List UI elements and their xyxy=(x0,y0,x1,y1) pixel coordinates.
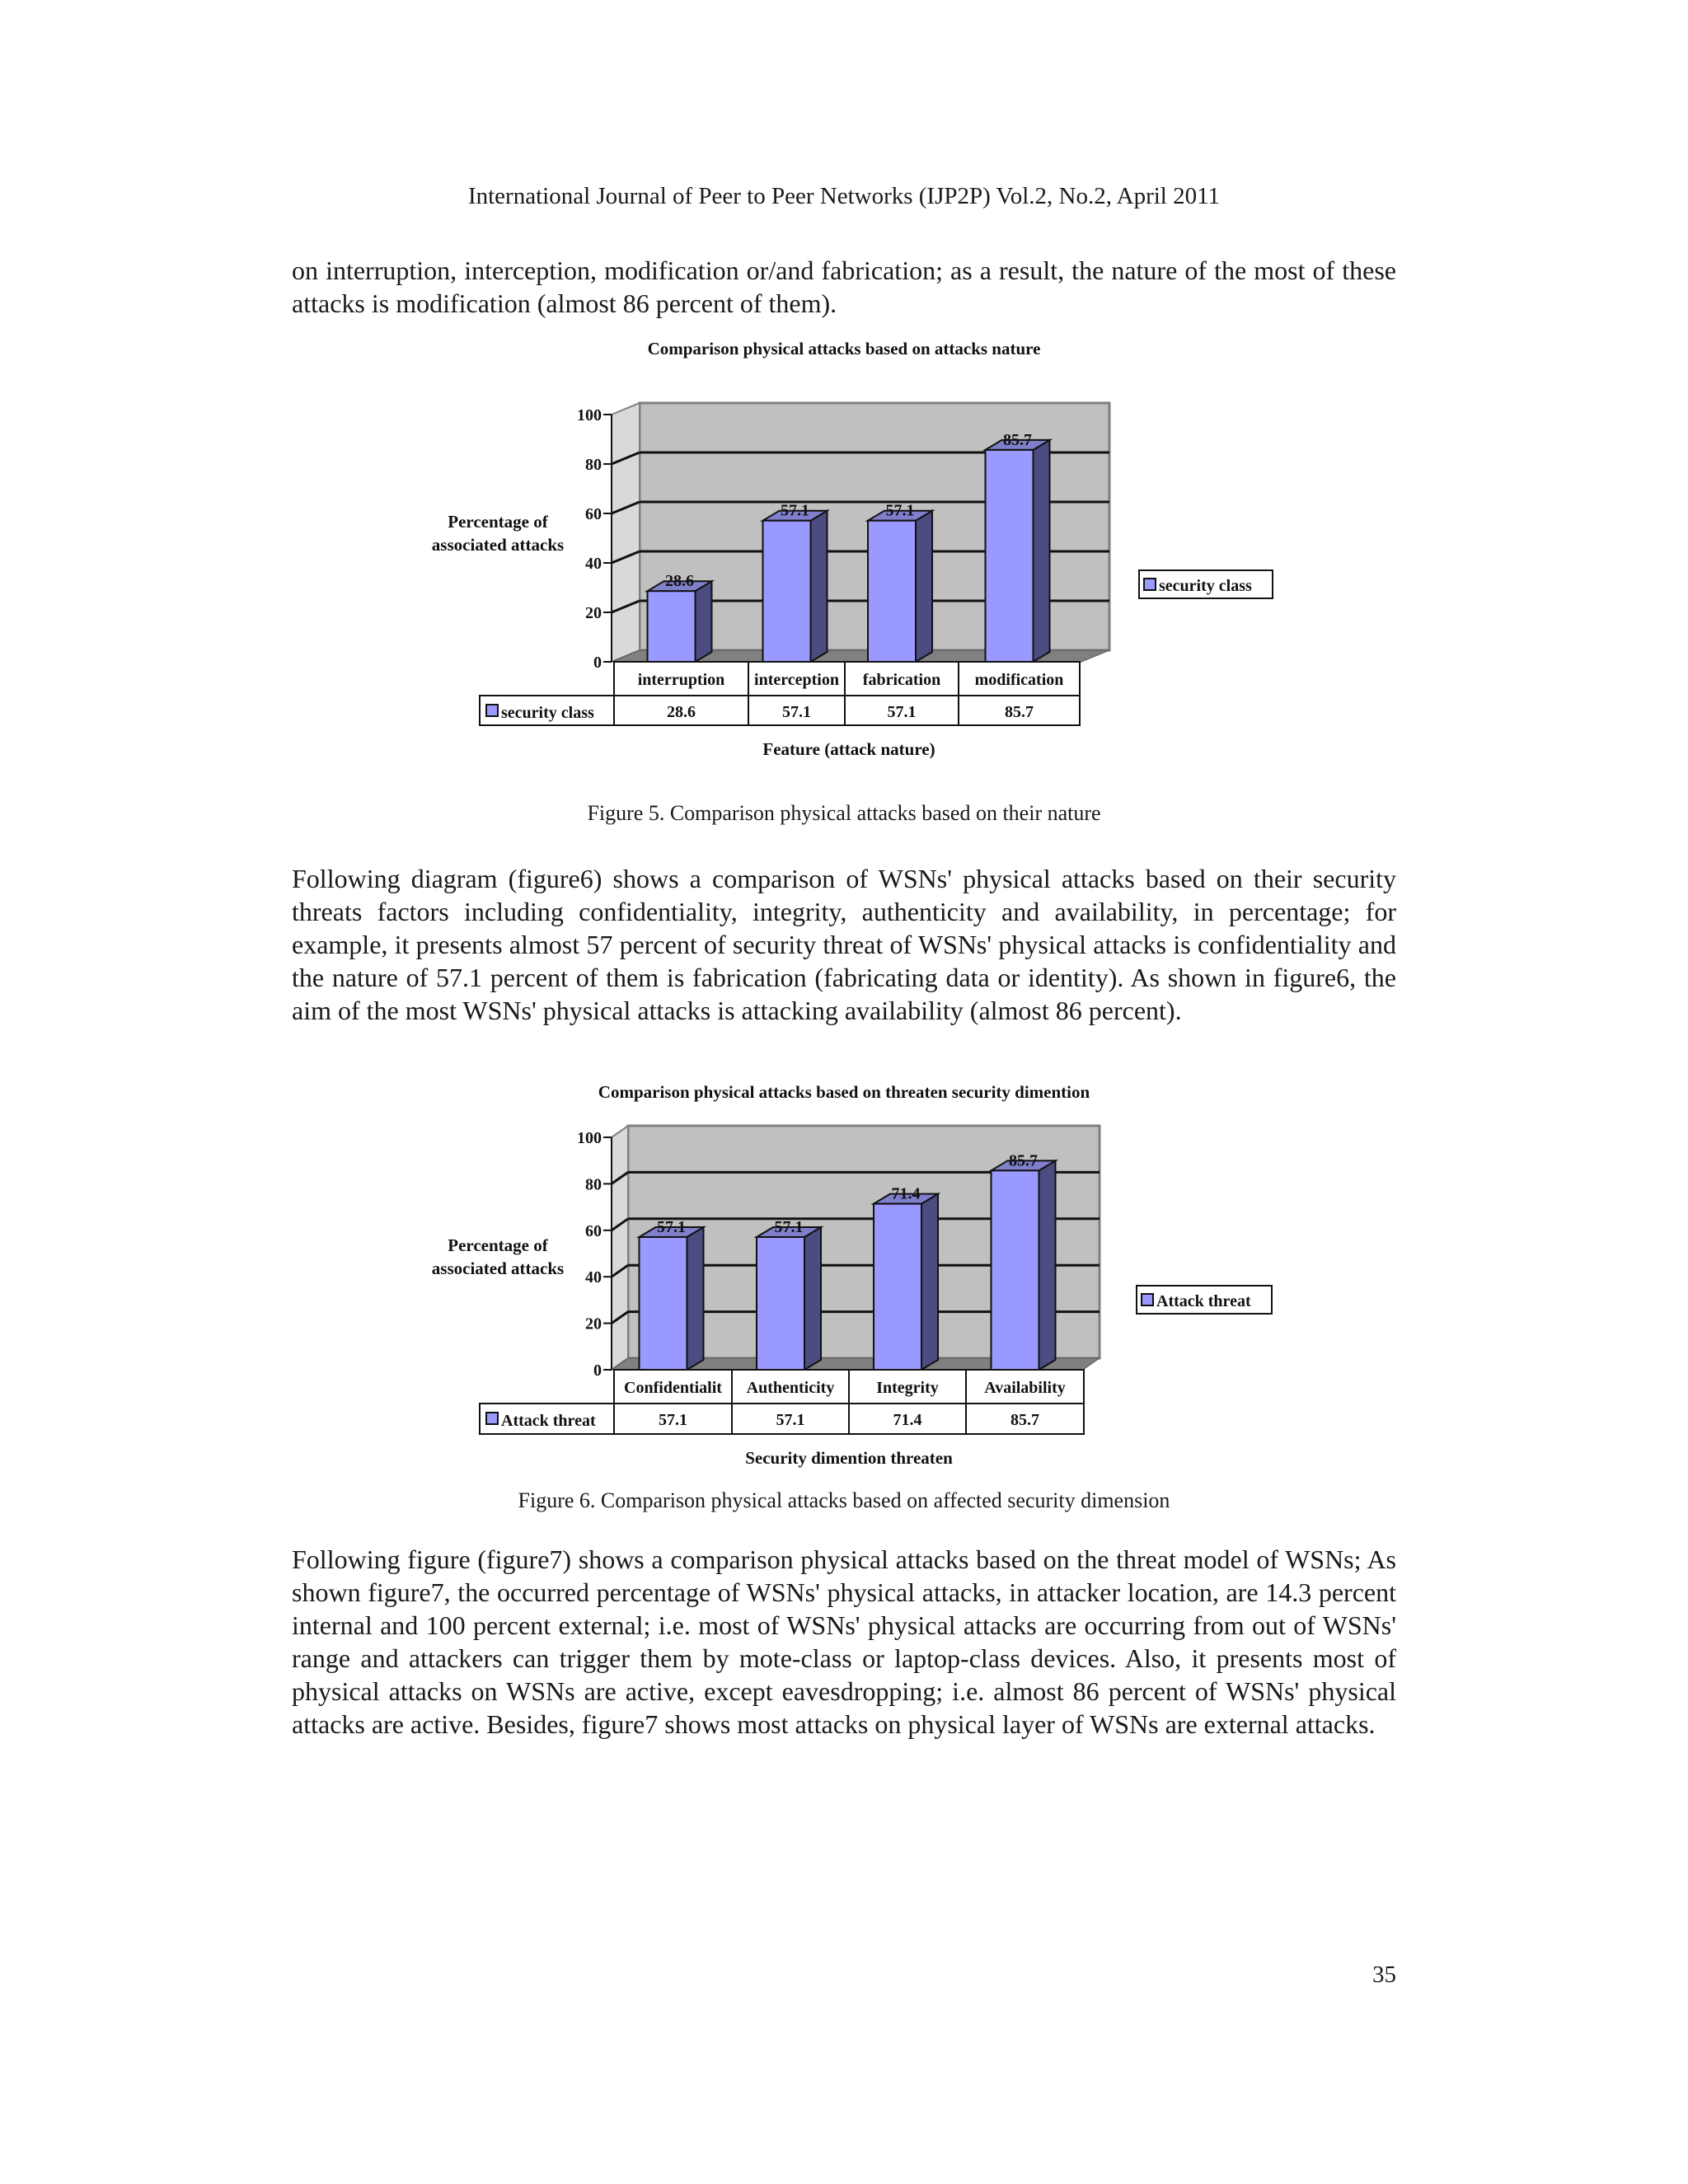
data-table-category: Authenticity xyxy=(746,1379,835,1397)
y-tick-label: 100 xyxy=(577,406,602,424)
bar-fabrication xyxy=(868,521,916,662)
y-tick-label: 40 xyxy=(585,555,602,573)
bar-value-label: 57.1 xyxy=(781,501,809,520)
paragraph-figure6-description: Following diagram (figure6) shows a comparison of WSNs' physical attacks based on their security threats factors including confidentiality, integrity, authenticity and availability, in percentage; for example, it presents almost 57 percent of security threat of WSNs' physical attacks is confidentiality and the nature of 57.1 percent of them is fabrication (fabricating data or identity). As shown in figure6, the aim of the most WSNs' physical attacks is attacking availability (almost 86 percent). xyxy=(292,864,1396,1025)
y-axis-label: associated attacks xyxy=(431,1258,565,1278)
y-tick-label: 60 xyxy=(585,505,602,523)
y-tick-label: 0 xyxy=(593,1361,602,1380)
chart-side-wall xyxy=(612,1126,628,1370)
bar-side-confidentialit xyxy=(687,1227,704,1370)
y-tick-label: 40 xyxy=(585,1268,602,1287)
data-table-series-label: security class xyxy=(501,704,594,722)
y-axis-label: associated attacks xyxy=(431,535,565,555)
data-table-value: 57.1 xyxy=(782,703,811,721)
x-axis-label: Security dimention threaten xyxy=(745,1448,953,1468)
bar-side-interception xyxy=(811,511,828,662)
bar-value-label: 71.4 xyxy=(891,1184,921,1203)
y-tick-label: 60 xyxy=(585,1221,602,1240)
data-table-value: 57.1 xyxy=(776,1411,805,1429)
figure5-chart xyxy=(0,330,1688,791)
y-tick-label: 20 xyxy=(585,604,602,622)
y-tick-label: 0 xyxy=(593,654,602,672)
data-table-value: 71.4 xyxy=(893,1411,922,1429)
paragraph-intro: on interruption, interception, modification or/and fabrication; as a result, the nature of the most of these attacks is modification (almost 86 percent of them). xyxy=(292,255,1396,318)
y-tick-label: 80 xyxy=(585,1175,602,1194)
bar-authenticity xyxy=(757,1237,804,1370)
data-table-category: Availability xyxy=(984,1379,1066,1397)
bar-value-label: 28.6 xyxy=(665,572,694,591)
legend-label: security class xyxy=(1159,577,1252,595)
legend-swatch xyxy=(486,1413,498,1424)
bar-side-modification xyxy=(1034,440,1050,662)
data-table-category: modification xyxy=(974,671,1064,689)
legend-swatch xyxy=(486,705,498,716)
bar-availability xyxy=(992,1170,1039,1370)
bar-interruption xyxy=(648,591,696,662)
page-number: 35 xyxy=(1372,1961,1396,1988)
bar-confidentialit xyxy=(640,1237,687,1370)
x-axis-label: Feature (attack nature) xyxy=(762,739,935,759)
bar-value-label: 57.1 xyxy=(885,501,915,520)
bar-modification xyxy=(986,450,1034,662)
running-header: International Journal of Peer to Peer Networks (IJP2P) Vol.2, No.2, April 2011 xyxy=(467,183,1221,209)
data-table-value: 85.7 xyxy=(1005,703,1034,721)
y-tick-label: 80 xyxy=(585,456,602,474)
legend-swatch xyxy=(1142,1294,1153,1305)
data-table-category: fabrication xyxy=(862,671,941,689)
data-table-category: interception xyxy=(754,671,839,689)
y-tick-label: 20 xyxy=(585,1315,602,1333)
bar-integrity xyxy=(874,1204,921,1370)
bar-side-interruption xyxy=(696,581,712,662)
chart-title: Comparison physical attacks based on attacks nature xyxy=(647,339,1041,359)
y-tick-label: 100 xyxy=(577,1129,602,1147)
figure6-caption: Figure 6. Comparison physical attacks based on affected security dimension xyxy=(518,1488,1170,1512)
data-table-value: 28.6 xyxy=(667,703,696,721)
bar-interception xyxy=(763,521,811,662)
data-table-value: 57.1 xyxy=(659,1411,687,1429)
data-table-category: Integrity xyxy=(876,1379,939,1397)
bar-side-fabrication xyxy=(916,511,932,662)
data-table-value: 57.1 xyxy=(887,703,917,721)
bar-value-label: 85.7 xyxy=(1003,430,1032,449)
chart-side-wall xyxy=(612,403,640,662)
bar-side-availability xyxy=(1039,1160,1056,1370)
paragraph-figure7-description: Following figure (figure7) shows a comparison physical attacks based on the threat model of WSNs; As shown figure7, the occurred percentage of WSNs' physical attacks, in attacker location, are 14.3 percent internal and 100 percent external; i.e. most of WSNs' physical attacks are occurring from out of WSNs' range and attackers can trigger them by mote-class or laptop-class devices. Also, it presents most of physical attacks on WSNs are active, except eavesdropping; i.e. almost 86 percent of WSNs' physical attacks are active. Besides, figure7 shows most attacks on physical layer of WSNs are external attacks. xyxy=(292,1544,1396,1739)
bar-value-label: 57.1 xyxy=(657,1217,686,1236)
legend-label: Attack threat xyxy=(1156,1292,1251,1310)
legend-swatch xyxy=(1144,579,1156,590)
data-table-category: Confidentialit xyxy=(624,1379,722,1397)
figure6-chart xyxy=(0,1071,1688,1483)
data-table-value: 85.7 xyxy=(1010,1411,1039,1429)
bar-side-integrity xyxy=(921,1194,938,1370)
data-table-series-label: Attack threat xyxy=(501,1412,596,1430)
data-table-category: interruption xyxy=(637,671,725,689)
figure5-caption: Figure 5. Comparison physical attacks based on their nature xyxy=(587,801,1101,825)
chart-title: Comparison physical attacks based on threaten security dimention xyxy=(598,1082,1090,1102)
bar-side-authenticity xyxy=(804,1227,821,1370)
bar-value-label: 57.1 xyxy=(774,1217,804,1236)
y-axis-label: Percentage of xyxy=(448,1235,548,1255)
bar-value-label: 85.7 xyxy=(1009,1151,1038,1170)
y-axis-label: Percentage of xyxy=(448,512,548,532)
